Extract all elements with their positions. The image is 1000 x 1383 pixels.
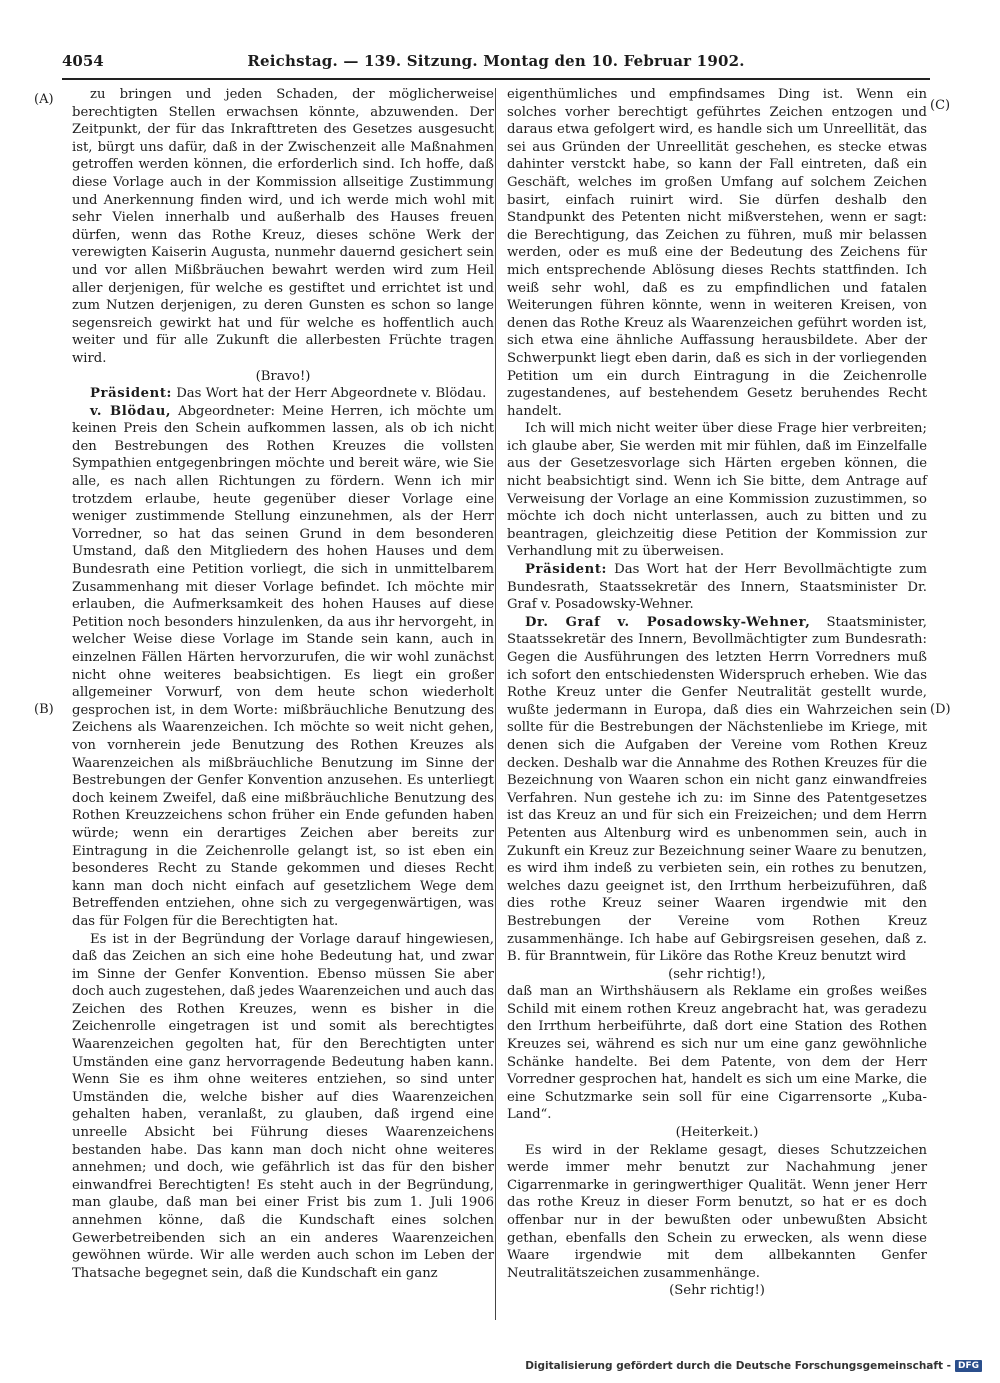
speaker-name: v. Blödau, [90, 403, 172, 419]
paragraph [72, 403, 494, 931]
paragraph [507, 1124, 927, 1142]
paragraph-text: Abgeordneter: Meine Herren, ich möchte um keinen Preis den Schein aufkommen lassen, als ob ich nicht den Bestrebungen des Rothen Kreuzes die vollsten Sympathien entgegenbringen möchte und bereit wäre, wie Sie alle, es nach allen Richtungen zu fördern. Wenn ich mir trotzdem erlaube, heute gegenüber dieser Vorlage eine weniger zustimmende Stellung einzunehmen, als der Herr Vorredner, so hat das seinen Grund in dem besonderen Umstand, daß den Mitgliedern des hohen Hauses und dem Bundesrath eine Petition vorliegt, die sich in unmittelbarem Zusammenhang mit dieser Vorlage befindet. Ich möchte mir erlauben, die Aufmerksamkeit des hohen Hauses auf diese Petition noch besonders hinzulenken, da aus ihr hervorgeht, in welcher Weise diese Vorlage im Stande sein kann, auch in einzelnen Fällen Härten hervorzurufen, die wir wohl zunächst nicht ohne weiteres beabsichtigen. Es liegt ein großer allgemeiner Vorwurf, von dem heute schon wiederholt gesprochen ist, in dem Worte: mißbräuchliche Benutzung des Zeichens als Waarenzeichen. Ich möchte so weit nicht gehen, von vornherein jede Benutzung des Rothen Kreuzes als Waarenzeichen als mißbräuchliche Benutzung im Sinne der Bestrebungen der Genfer Konvention anzusehen. Es unterliegt doch keinem Zweifel, daß eine mißbräuchliche Benutzung des Rothen Kreuzzeichens schon früher ein Ende gefunden haben würde; wenn ein derartiges Zeichen aber bereits zur Eintragung in die Zeichenrolle gelangt ist, so ist eben ein besonderes Recht zu Stande gekommen und dieses Recht kann man doch nicht einfach auf gesetzlichem Wege dem Betreffenden entziehen, ohne sich zu vergegenwärtigen, was das für Folgen für die Berechtigten hat. [72, 403, 494, 929]
paragraph-text: Staatsminister, Staatssekretär des Innern, Bevollmächtigter zum Bundesrath: Gegen die Ausführungen des letzten Herrn Vorredners muß ich sofort den entschiedensten Widerspruch erheben. Wie das Rothe Kreuz unter die Genfer Neutralität gestellt wurde, wußte jedermann in Europa, daß dies ein Wahrzeichen sein sollte für die Bestrebungen der Nächstenliebe im Kriege, mit denen sich die Aufgaben der Vereine vom Rothen Kreuz decken. Deshalb war die Annahme des Rothen Kreuzes für die Bezeichnung von Waaren schon ein nicht ganz einwandfreies Verfahren. Nun gestehe ich zu: im Sinne des Patentgesetzes ist das Kreuz an und für sich ein Freizeichen; und dem Herrn Petenten aus Altenburg wird es unbenommen sein, auch in Zukunft ein Kreuz zur Bezeichnung seiner Waare zu benutzen, es wird ihm indeß zu verbieten sein, ein rothes zu benutzen, welches dazu geeignet ist, den Irrthum herbeizuführen, daß dies rothe Kreuz seiner Waaren irgendwie mit den Bestrebungen der Vereine vom Rothen Kreuz zusammenhänge. Ich habe auf Gebirgsreisen gesehen, daß z. B. für Branntwein, für Liköre das Rothe Kreuz benutzt wird [507, 614, 927, 965]
page-number: 4054 [62, 52, 104, 70]
speaker-name: Präsident: [525, 562, 608, 578]
dfg-logo: DFG [955, 1360, 982, 1372]
paragraph-text: daß man an Wirthshäusern als Reklame ein großes weißes Schild mit einem rothen Kreuz angebracht hat, was geradezu den Irrthum herbeiführte, daß dort eine Station des Rothen Kreuzes sei, während es sich nur um eine ganz gewöhnliche Schänke handelte. Bei dem Patente, von dem der Herr Vorredner gesprochen hat, handelt es sich um eine Marke, die eine Schutzmarke sein soll für eine Cigarrensorte „Kuba-Land“. [507, 984, 927, 1123]
paragraph [507, 1282, 927, 1300]
paragraph-text: (sehr richtig!), [668, 966, 766, 982]
paragraph [507, 561, 927, 614]
paragraph [72, 86, 494, 368]
paragraph [72, 931, 494, 1283]
footer-credit [525, 1355, 982, 1377]
header-rule [62, 78, 930, 80]
paragraph-text: (Heiterkeit.) [675, 1125, 759, 1141]
paragraph [72, 368, 494, 386]
paragraph [507, 420, 927, 561]
paragraph [507, 983, 927, 1124]
speaker-name: Dr. Graf v. Posadowsky-Wehner, [525, 614, 811, 630]
paragraph [507, 1142, 927, 1283]
margin-marker-d: (D) [930, 702, 951, 717]
paragraph-text: Es ist in der Begründung der Vorlage darauf hingewiesen, daß das Zeichen an sich eine hohe Bedeutung hat, und zwar im Sinne der Genfer Konvention. Ebenso müssen Sie aber doch auch zugestehen, daß jedes Waarenzeichen und auch das Zeichen des Rothen Kreuzes, wenn es bisher in die Zeichenrolle eingetragen ist und somit als berechtigtes Waarenzeichen gegolten hat, für den Berechtigten unter Umständen eine ganz hervorragende Bedeutung haben kann. Wenn Sie es ihm ohne weiteres entziehen, so sind unter Umständen die, welche bisher auf dies Waarenzeichen gehalten haben, veranlaßt, zu glauben, daß irgend eine unreelle Absicht bei Führung dieses Waarenzeichens bestanden habe. Das kann man doch nicht ohne weiteres annehmen; und doch, wie gefährlich ist das für den bisher einwandfrei Berechtigten! Es steht auch in der Begründung, man glaube, daß man bei einer Frist bis zum 1. Juli 1906 annehmen könne, daß die Kundschaft eines solchen Gewerbetreibenden sich an ein anderes Waarenzeichen gewöhnen würde. Wir alle werden auch schon im Leben der Thatsache begegnet sein, daß die Kundschaft ein ganz [72, 931, 494, 1281]
paragraph-text: Das Wort hat der Herr Bevollmächtigte zum Bundesrath, Staatssekretär des Innern, Staatsminister Dr. Graf v. Posadowsky-Wehner. [507, 562, 927, 613]
footer-credit-text: Digitalisierung gefördert durch die Deutsche Forschungsgemeinschaft - [525, 1360, 951, 1372]
page-header [62, 50, 930, 78]
paragraph-text: eigenthümliches und empfindsames Ding ist. Wenn ein solches vorher berechtigt geführtes Zeichen entzogen und daraus etwa gefolgert wird, es handle sich um Unreellität, das sei aus Gründen der Unreellität geschehen, es stecke etwas dahinter verstckt habe, so kann der Fall eintreten, daß ein Geschäft, welches im großen Umfang auf solchem Zeichen basirt, einfach ruinirt wird. Sie dürfen deshalb den Standpunkt des Petenten nicht mißverstehen, wenn er sagt: die Berechtigung, das Zeichen zu führen, muß mir belassen werden, oder es muß eine der Bedeutung des Zeichens für mich entsprechende Ablösung dieses Rechts stattfinden. Ich weiß sehr wohl, daß es zu empfindlichen und fatalen Weiterungen führen könnte, wenn in weiteren Kreisen, von denen das Rothe Kreuz als Waarenzeichen geführt worden ist, sich etwa eine ähnliche Auffassung herausbildete. Aber der Schwerpunkt liegt eben darin, daß es sich in der vorliegenden Petition um ein durch Eintragung in die Zeichenrolle zugestandenes, auf bestehendem Gesetz beruhendes Recht handelt. [507, 87, 927, 419]
column-divider [495, 88, 496, 1320]
left-column [72, 86, 494, 1282]
paragraph [72, 385, 494, 403]
paragraph-text: Ich will mich nicht weiter über diese Frage hier verbreiten; ich glaube aber, Sie werden mit mir fühlen, daß im Einzelfalle aus der Gesetzesvorlage sich Härten ergeben können, die nicht beabsichtigt sind. Wenn ich Sie bitte, dem Antrage auf Verweisung der Vorlage an eine Kommission zuzustimmen, so möchte ich doch nicht unterlassen, auch zu bitten und zu beantragen, gleichzeitig diese Petition der Kommission zur Verhandlung mit zu überweisen. [507, 421, 927, 560]
paragraph [507, 614, 927, 966]
paragraph-text: Es wird in der Reklame gesagt, dieses Schutzzeichen werde immer mehr benutzt zur Nachahmung jener Cigarrenmarke in geringwerthiger Qualität. Wenn jener Herr das rothe Kreuz in dieser Form benutzt, so hat er es doch offenbar nur in der bewußten oder unbewußten Absicht gethan, ebenfalls den Schein zu erwecken, als wenn diese Waare irgendwie mit dem allbekannten Genfer Neutralitätszeichen zusammenhänge. [507, 1142, 927, 1281]
paragraph-text: (Bravo!) [255, 368, 311, 384]
paragraph-text: (Sehr richtig!) [669, 1283, 765, 1299]
paragraph [507, 86, 927, 420]
margin-marker-c: (C) [930, 98, 951, 113]
margin-marker-b: (B) [34, 702, 54, 717]
paragraph [507, 966, 927, 984]
paragraph-text: zu bringen und jeden Schaden, der möglicherweise berechtigten Stellen erwachsen könnte, abzuwenden. Der Zeitpunkt, der für das Inkrafttreten des Gesetzes ausgesucht ist, bürgt uns dafür, daß in der Zwischenzeit alle Maßnahmen getroffen werden können, die erforderlich sind. Ich hoffe, daß diese Vorlage auch in der Kommission allseitige Zustimmung und Anerkennung finden wird, und ich werde mich wohl mit sehr Vielen innerhalb und außerhalb des Hauses freuen dürfen, wenn das Rothe Kreuz, dieses schöne Werk der verewigten Kaiserin Augusta, nunmehr dauernd gesichert sein und vor allen Mißbräuchen bewahrt werden wird zum Heil aller derjenigen, für welche es gestiftet und errichtet ist und zum Nutzen derjenigen, zu deren Gunsten es schon so lange segensreich gewirkt hat und für welche es hoffentlich auch weiter und für alle Zukunft die allerbesten Früchte tragen wird. [72, 87, 494, 366]
running-title: Reichstag. — 139. Sitzung. Montag den 10. Februar 1902. [247, 52, 745, 70]
paragraph-text: Das Wort hat der Herr Abgeordnete v. Blödau. [176, 386, 487, 402]
right-column [507, 86, 927, 1300]
margin-marker-a: (A) [34, 92, 54, 107]
speaker-name: Präsident: [90, 386, 173, 402]
